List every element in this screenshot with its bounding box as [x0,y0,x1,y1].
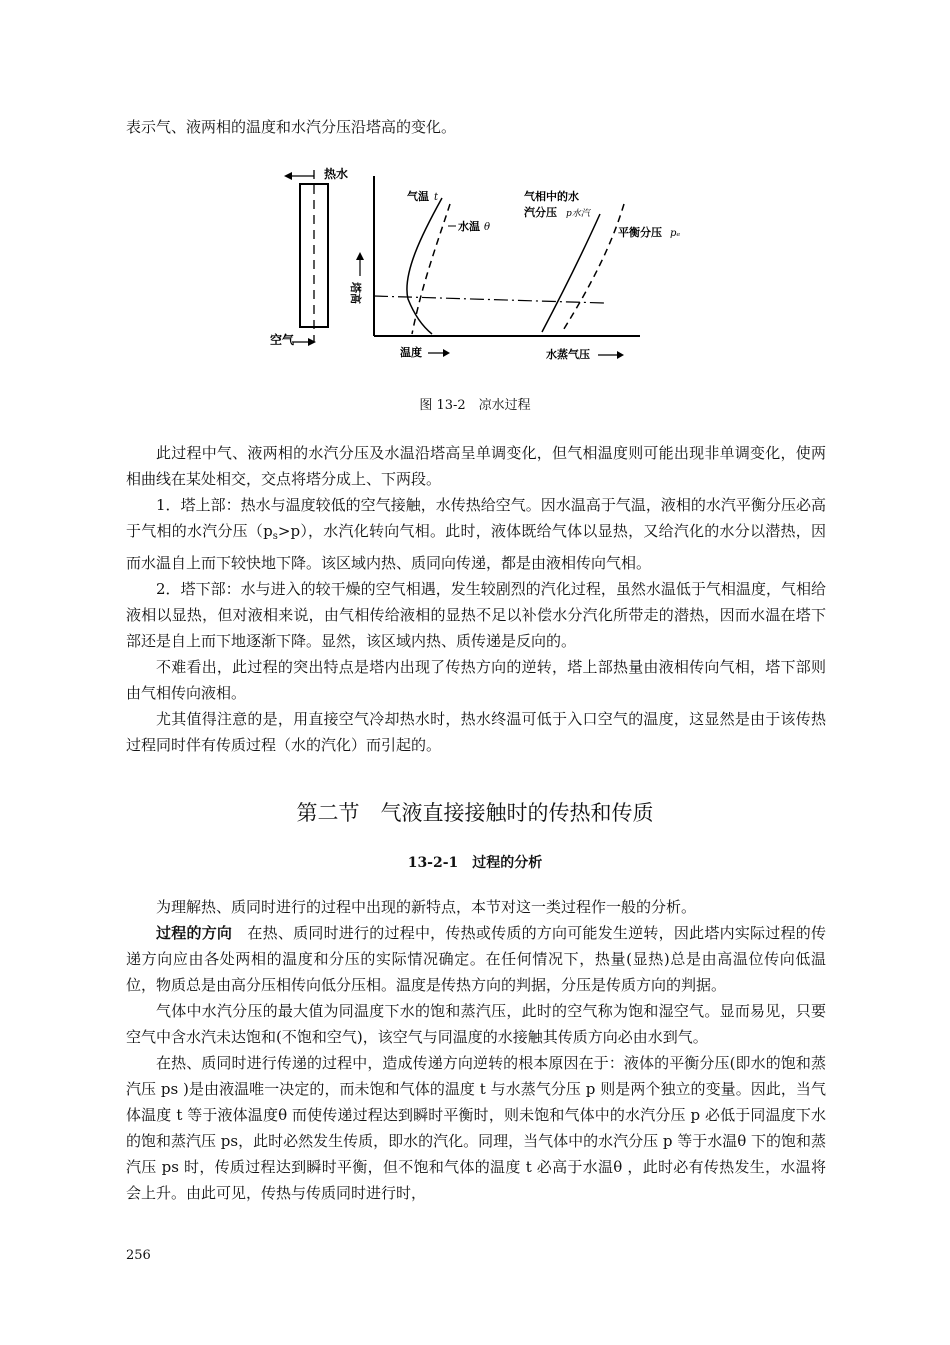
paragraph-7-body: 在热、质同时进行的过程中，传热或传质的方向可能发生逆转，因此塔内实际过程的传递方向应由各处两相的温度和分压的实际情况确定。在任何情况下，热量(显热)总是由高温位传向低温位，物质总是由高分压相传向低分压相。温度是传热方向的判据，分压是传质方向的判据。 [126,924,826,994]
gas-temp-symbol: t [434,192,439,203]
paragraph-7-lead: 过程的方向 [156,924,233,942]
air-label: 空气 [270,333,295,347]
temperature-axis-arrowhead [443,349,450,357]
paragraph-3: 2．塔下部：水与进入的较干燥的空气相遇，发生较剧烈的汽化过程，虽然水温低于气相温度，气相给液相以显热，但对液相来说，由气相传给液相的显热不足以补偿水分汽化所带走的潜热，因而水温在塔下部还是自上而下地逐渐下降。显然，该区域内热、质传递是反向的。 [126,580,826,650]
temperature-axis-label: 温度 [400,346,422,359]
body-text-1 [126,440,826,758]
intro-line: 表示气、液两相的温度和水汽分压沿塔高的变化。 [126,118,457,136]
figure-caption: 图 13-2 凉水过程 [419,398,531,413]
paragraph-2 [126,492,826,576]
eq-partial-label: 平衡分压 [618,226,662,239]
cooling-process-figure [262,164,681,374]
water-temp-label: 水温 [458,220,480,233]
subsection-title: 13-2-1 过程的分析 [407,855,543,871]
equilibrium-partial-curve [562,204,624,332]
air-arrowhead [308,338,316,346]
gas-temp-label: 气温 [407,190,429,203]
body-text-2 [126,894,826,1206]
paragraph-2-a: 1．塔上部：热水与温度较低的空气接触，水传热给空气。因水温高于气温，液相的水汽平衡分压必高于气相的水汽分压（p [126,496,826,540]
paragraph-5: 尤其值得注意的是，用直接空气冷却热水时，热水终温可低于入口空气的温度，这显然是由于该传热过程同时伴有传质过程（水的汽化）而引起的。 [126,710,826,754]
eq-partial-symbol: pₑ [670,228,681,239]
vapor-axis-arrowhead [617,351,624,359]
page-number: 256 [126,1248,151,1263]
paragraph-2-b: >p），水汽化转向气相。此时，液体既给气体以显热，又给汽化的水分以潜热，因而水温自上而下较快地下降。该区域内热、质同向传递，都是由液相传向气相。 [126,522,826,572]
paragraph-7 [126,920,826,998]
vapor-partial-curve [542,214,600,332]
vapor-partial-symbol: p水汽 [566,209,590,219]
paragraph-9: 在热、质同时进行传递的过程中，造成传递方向逆转的根本原因在于：液体的平衡分压(即水的饱和蒸汽压 ps )是由液温唯一决定的，而未饱和气体的温度 t 与水蒸气分压 p 则是两个独立的变量。因此，当气体温度 t 等于液体温度θ 而使传递过程达到瞬时平衡时，则未饱和气体中的水汽分压 p 必低于同温度下水的饱和蒸汽压 ps，此时必然发生传质，即水的汽化。同理，当气体中的水汽分压 p 等于水温θ 下的饱和蒸汽压 ps 时，传质过程达到瞬时平衡，但不饱和气体的温度 t 必高于水温θ ，此时必有传热发生，水温将会上升。由此可见，传热与传质同时进行时， [126,1054,827,1202]
water-temp-symbol: θ [484,222,491,233]
vapor-partial-label-2: 汽分压 [524,206,557,219]
hot-water-label: 热水 [324,167,349,181]
water-temp-curve [412,204,450,334]
paragraph-1: 此过程中气、液两相的水汽分压及水温沿塔高呈单调变化，但气相温度则可能出现非单调变化，使两相曲线在某处相交，交点将塔分成上、下两段。 [126,444,826,488]
vapor-axis-label: 水蒸气压 [546,348,590,361]
gas-temp-curve [407,198,442,334]
paragraph-4: 不难看出，此过程的突出特点是塔内出现了传热方向的逆转，塔上部热量由液相传向气相，塔下部则由气相传向液相。 [126,658,826,702]
vapor-partial-label-1: 气相中的水 [524,190,579,203]
paragraph-2-sub: s [272,531,278,542]
section-title: 第二节 气液直接接触时的传热和传质 [296,801,654,825]
hot-water-arrowhead [284,172,292,180]
paragraph-6: 为理解热、质同时进行的过程中出现的新特点，本节对这一类过程作一般的分析。 [156,898,697,916]
paragraph-8: 气体中水汽分压的最大值为同温度下水的饱和蒸汽压，此时的空气称为饱和湿空气。显而易见，只要空气中含水汽未达饱和(不饱和空气)，该空气与同温度的水接触其传质方向必由水到气。 [126,1002,826,1046]
tower-height-label: 塔高 [349,282,362,304]
tower-height-arrowhead [356,252,364,260]
